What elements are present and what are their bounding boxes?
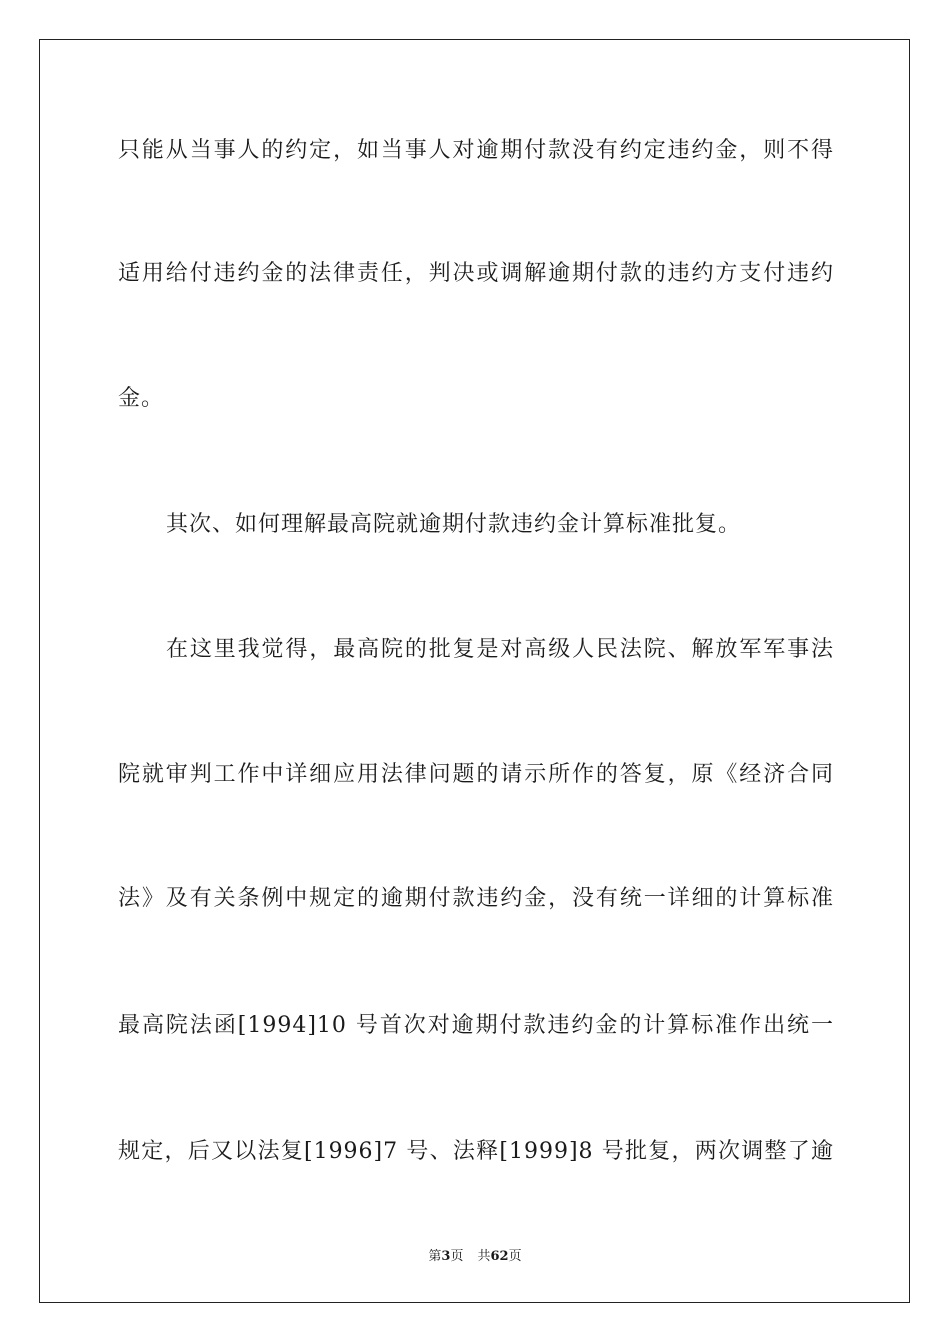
- paragraph-line: 法》及有关条例中规定的逾期付款违约金，没有统一详细的计算标准: [118, 886, 834, 911]
- paragraph-line: 在这里我觉得，最高院的批复是对高级人民法院、解放军军事法: [166, 637, 834, 662]
- page-prefix: 第: [428, 1249, 442, 1264]
- total-suffix: 页: [508, 1249, 522, 1264]
- paragraph-line: 其次、如何理解最高院就逾期付款违约金计算标准批复。: [166, 512, 742, 537]
- paragraph-line: 适用给付违约金的法律责任，判决或调解逾期付款的违约方支付违约: [118, 261, 834, 286]
- page-number: 3: [441, 1249, 451, 1264]
- paragraph-line: 院就审判工作中详细应用法律问题的请示所作的答复，原《经济合同: [118, 762, 834, 787]
- paragraph-line: 最高院法函[1994]10 号首次对逾期付款违约金的计算标准作出统一: [118, 1013, 834, 1038]
- page-border: [39, 39, 910, 1303]
- total-pages: 62: [490, 1249, 509, 1264]
- page-footer: [0, 1248, 950, 1266]
- paragraph-line: 金。: [118, 386, 165, 411]
- total-prefix: 共: [477, 1249, 491, 1264]
- paragraph-line: 规定，后又以法复[1996]7 号、法释[1999]8 号批复，两次调整了逾: [118, 1139, 834, 1164]
- paragraph-line: 只能从当事人的约定，如当事人对逾期付款没有约定违约金，则不得: [118, 138, 834, 163]
- page-suffix: 页: [450, 1249, 464, 1264]
